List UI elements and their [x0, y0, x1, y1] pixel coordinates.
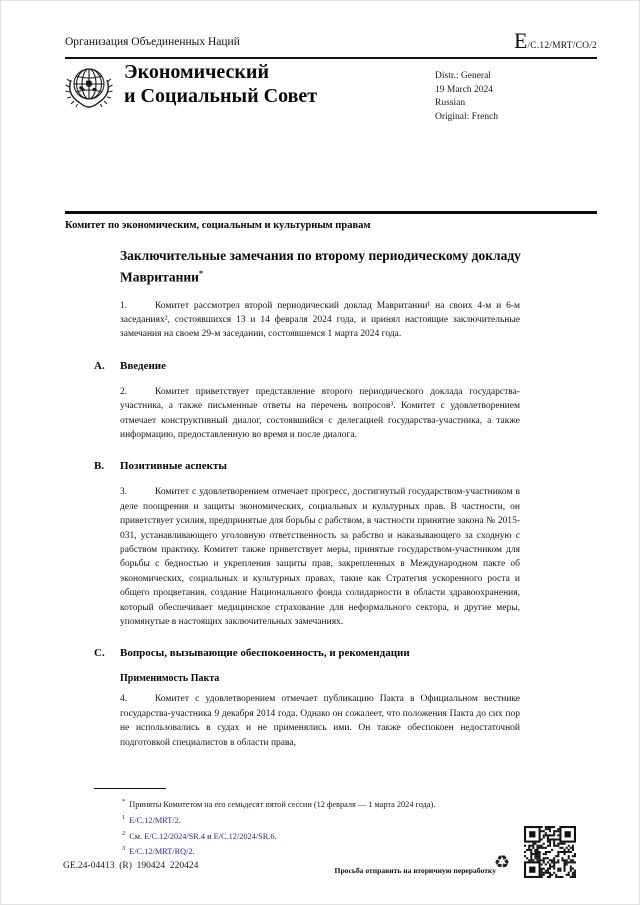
footnote-marker: 3	[122, 845, 126, 853]
footnote-document-link[interactable]: E/C.12/2024/SR.4	[144, 831, 206, 841]
footnote-marker: 1	[122, 813, 126, 821]
title-footnote-mark: *	[198, 268, 203, 278]
council-title	[124, 60, 317, 108]
paragraph-1	[120, 299, 520, 342]
section-divider-rule	[65, 211, 597, 214]
section-letter: A.	[94, 359, 105, 372]
qr-code	[524, 826, 576, 878]
section-letter: B.	[94, 460, 105, 473]
footnote-document-link[interactable]: E/C.12/MRT/2	[129, 815, 179, 825]
recycle-notice: Просьба отправить на вторичную переработку	[334, 866, 496, 875]
document-symbol-letter: E	[514, 28, 528, 53]
footnote-list	[122, 795, 532, 858]
footnote	[122, 827, 532, 843]
paragraph-3	[120, 485, 520, 629]
section-heading-b	[94, 460, 640, 472]
paragraph-text: Комитет с удовлетворением отмечает прогресс, достигнутый государством-участником в деле поощрения и защиты экономических, социальных и культурных прав. В частности, он приветствует усилия, предпринятые для борьбы с рабством, в частности принятие закона № 2015-031, устанавливающего уголовную ответственность за рабство и наказывающего за сходную с рабством практику. Комитет также приветствует меры, принятые государством-участником для борьбы с бедностью и укрепления защиты прав, закрепленных в Международном пакте об экономических, социальных и культурных правах, такие как Стратегия ускоренного роста и общего процветания, создание Национального фонда солидарности в области здравоохранения, который обеспечивает медицинское страхование для неформального сектора, и другие меры, упомянутые в настоящих заключительных замечаниях.	[120, 487, 520, 627]
section-title: Вопросы, вызывающие обеспокоенность, и рекомендации	[120, 647, 410, 660]
distr-line: Distr.: General	[435, 71, 491, 81]
paragraph-text: Комитет рассмотрел второй периодический доклад Мавритании¹ на своих 4-м и 6-м заседаниях², состоявшихся 13 и 14 февраля 2024 года, и принял настоящие заключительные замечания на своем 29-м заседании, состоявшемся 1 марта 2024 года.	[120, 300, 520, 340]
page-title	[120, 247, 532, 286]
committee-name: Комитет по экономическим, социальным и культурным правам	[65, 220, 371, 231]
section-heading-c	[94, 647, 640, 659]
un-org-name: Организация Объединенных Наций	[65, 36, 240, 48]
paragraph-2	[120, 385, 520, 443]
subsection-heading: Применимость Пакта	[120, 673, 220, 685]
page-title-text: Заключительные замечания по второму периодическому докладу Мавритании	[120, 248, 521, 284]
document-symbol-code: /C.12/MRT/CO/2	[527, 41, 597, 51]
footnote-marker: 2	[122, 829, 126, 837]
footnote-text: .	[274, 831, 277, 841]
paragraph-text: Комитет приветствует представление второго периодического доклада государства-участника, а также письменные ответы на перечень вопросов³. Комитет с удовлетворением отмечает конструктивный диалог, состоявшийся с делегацией государства-участника, а также информацию, предоставленную во время и после диалога.	[120, 386, 520, 440]
footnote-document-link[interactable]: E/C.12/MRT/RQ/2	[129, 847, 193, 857]
job-number: GE.24-04413 (R) 190424 220424	[63, 861, 199, 871]
distr-line: Russian	[435, 98, 466, 108]
paragraph-number: 4.	[120, 694, 128, 705]
footnote	[122, 842, 532, 858]
paragraph-text: Комитет с удовлетворением отмечает публикацию Пакта в Официальном вестнике государства-участника 9 декабря 2014 года. Однако он сожалеет, что положения Пакта до сих пор не использовались в судах и не применялись ими. Он также обеспокоен недостаточной подготовкой специалистов в области права,	[120, 694, 520, 748]
section-letter: C.	[94, 647, 105, 660]
footnote	[122, 795, 532, 811]
recycle-icon: ♻	[494, 852, 511, 873]
footnote-document-link[interactable]: E/C.12/2024/SR.6	[213, 831, 275, 841]
footnote	[122, 811, 532, 827]
footnote-marker: *	[122, 798, 126, 805]
section-heading-a	[94, 360, 640, 372]
distr-line: Original: French	[435, 111, 499, 122]
section-title: Введение	[120, 359, 167, 372]
distribution-block	[435, 70, 498, 124]
footnote-text: См.	[129, 831, 145, 841]
council-title-line2: и Социальный Совет	[124, 85, 318, 107]
header-rule	[65, 57, 597, 59]
document-symbol	[514, 30, 597, 53]
footnote-text: Приняты Комитетом на его семьдесят пятой сессии (12 февраля — 1 марта 2024 года).	[129, 799, 436, 809]
paragraph-4	[120, 692, 520, 750]
document-body	[0, 220, 640, 750]
council-title-line1: Экономический	[124, 61, 269, 83]
footnote-text: .	[178, 815, 181, 825]
footnote-rule	[94, 788, 166, 789]
distr-line: 19 March 2024	[435, 84, 494, 95]
footnote-text: .	[192, 847, 195, 857]
footnote-text: и	[205, 831, 214, 841]
paragraph-number: 1.	[120, 300, 128, 311]
paragraph-number: 2.	[120, 386, 128, 397]
paragraph-number: 3.	[120, 487, 128, 498]
section-title: Позитивные аспекты	[120, 460, 227, 473]
un-emblem-icon	[64, 62, 114, 133]
